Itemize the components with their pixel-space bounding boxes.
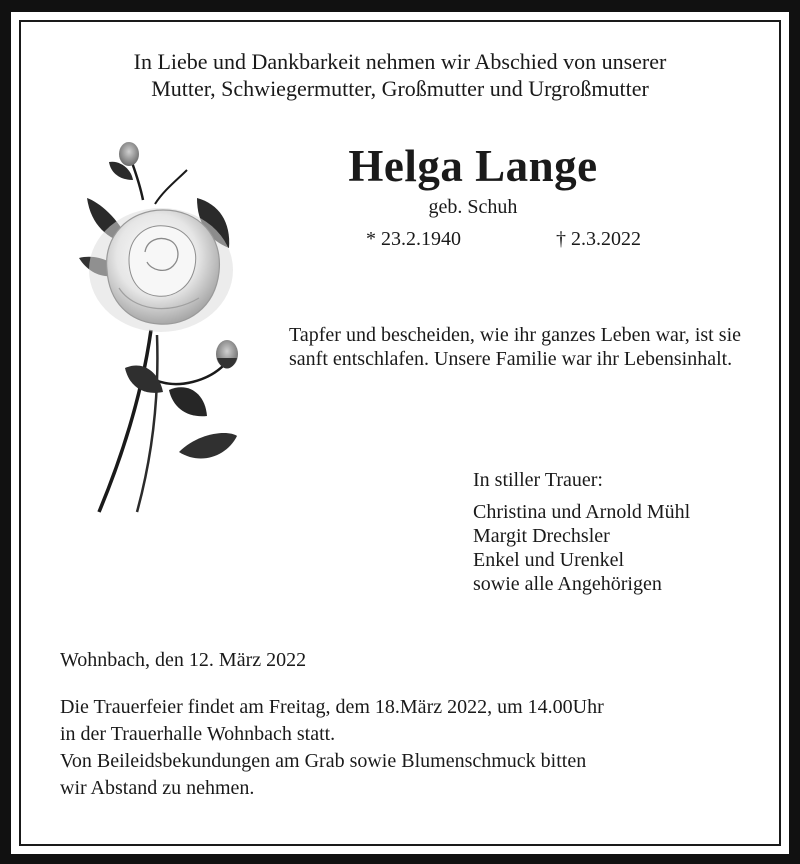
intro-line-2: Mutter, Schwiegermutter, Großmutter und Urgroßmutter xyxy=(151,76,649,101)
service-line-2: in der Trauerhalle Wohnbach statt. xyxy=(60,723,336,745)
service-info xyxy=(60,694,750,802)
death-date: † 2.3.2022 xyxy=(556,228,641,250)
intro-text xyxy=(11,48,789,102)
mourners-heading: In stiller Trauer: xyxy=(473,469,603,491)
mourner-name: Enkel und Urenkel xyxy=(473,549,625,571)
intro-line-1: In Liebe und Dankbarkeit nehmen wir Abschied von unserer xyxy=(133,49,667,74)
service-line-4: wir Abstand zu nehmen. xyxy=(60,777,255,799)
place-date: Wohnbach, den 12. März 2022 xyxy=(60,649,307,671)
rose-icon xyxy=(59,140,259,520)
obituary-notice xyxy=(11,12,789,854)
maiden-name: geb. Schuh xyxy=(428,196,518,218)
deceased-name: Helga Lange xyxy=(348,141,598,191)
service-line-3: Von Beileidsbekundungen am Grab sowie Blumenschmuck bitten xyxy=(60,750,587,772)
mourner-name: sowie alle Angehörigen xyxy=(473,573,662,595)
service-line-1: Die Trauerfeier findet am Freitag, dem 18.März 2022, um 14.00Uhr xyxy=(60,696,604,718)
mourner-name: Margit Drechsler xyxy=(473,525,610,547)
mourners-block xyxy=(473,468,763,596)
mourner-name: Christina und Arnold Mühl xyxy=(473,501,691,523)
birth-date: * 23.2.1940 xyxy=(366,228,461,250)
tribute-text: Tapfer und bescheiden, wie ihr ganzes Leben war, ist sie sanft entschlafen. Unsere Familie war ihr Lebensinhalt. xyxy=(289,324,741,370)
